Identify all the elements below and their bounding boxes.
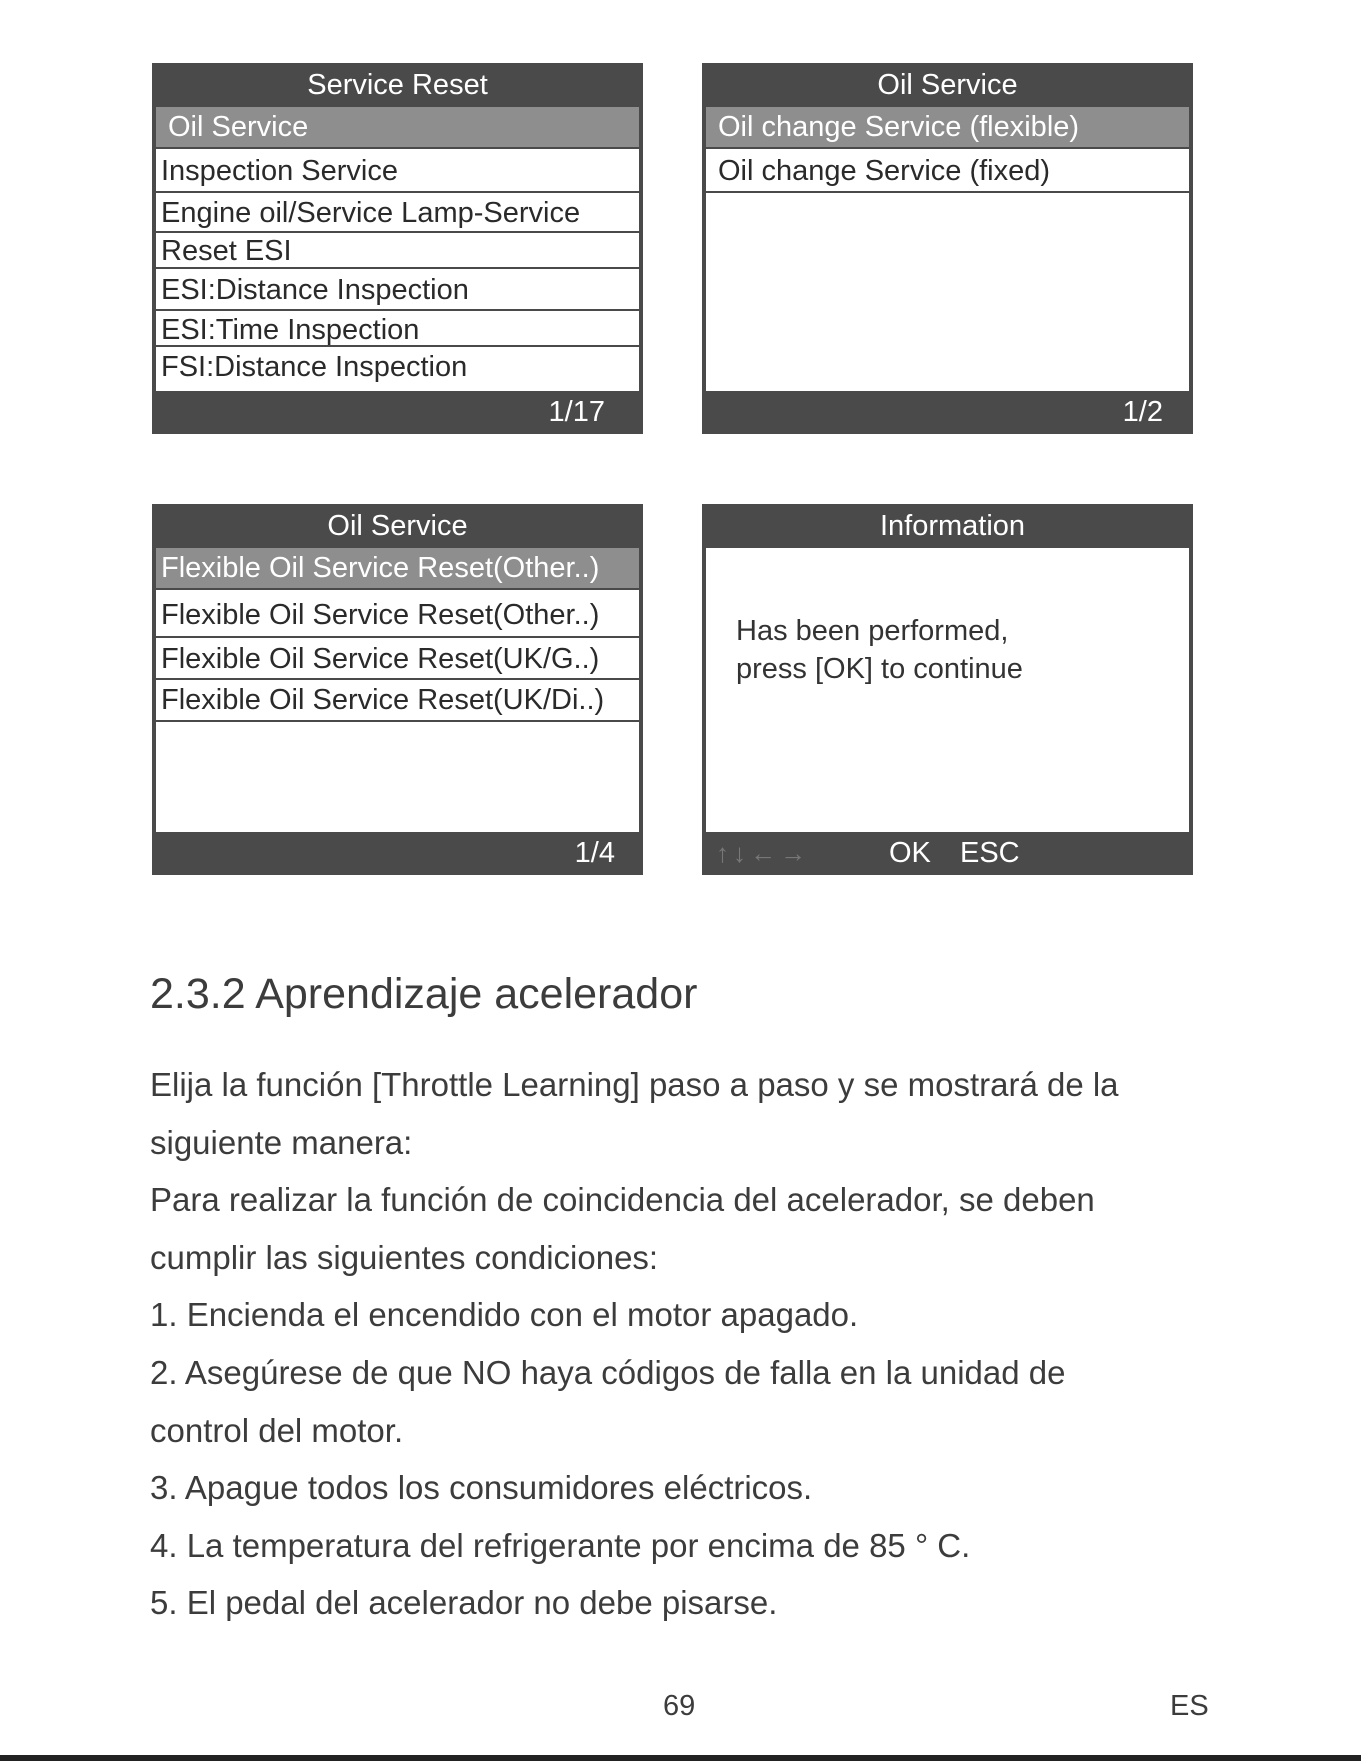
menu-item-engine-oil-lamp-service[interactable]: Engine oil/Service Lamp-Service: [156, 193, 639, 233]
info-message: [736, 612, 1023, 688]
info-line-2: press [OK] to continue: [736, 653, 1023, 685]
menu-item-esi-time-inspection[interactable]: ESI:Time Inspection: [156, 311, 639, 347]
message-area: [706, 548, 1189, 832]
bottom-rule: [0, 1755, 1361, 1761]
menu-item-fsi-distance-inspection[interactable]: FSI:Distance Inspection: [161, 351, 468, 383]
screen-footer: [702, 391, 1193, 434]
page-indicator: 1/17: [548, 396, 605, 428]
screen-footer: [152, 832, 643, 875]
menu-item-flexible-reset-other-2[interactable]: Flexible Oil Service Reset(Other..): [156, 590, 639, 638]
screen-title: Service Reset: [307, 69, 488, 101]
paragraph-line: siguiente manera:: [150, 1124, 413, 1161]
menu-item-flexible-reset-uk-di[interactable]: Flexible Oil Service Reset(UK/Di..): [156, 680, 639, 722]
menu-list: [156, 548, 639, 832]
menu-item-flexible-reset-other-1[interactable]: Flexible Oil Service Reset(Other..): [156, 548, 639, 590]
page-indicator: 1/4: [574, 837, 615, 869]
list-item: 4. La temperatura del refrigerante por encima de 85 ° C.: [150, 1527, 971, 1564]
menu-item-esi-distance-inspection[interactable]: ESI:Distance Inspection: [156, 269, 639, 311]
list-item: 2. Asegúrese de que NO haya códigos de falla en la unidad de: [150, 1354, 1066, 1391]
language-code: ES: [1170, 1690, 1209, 1722]
list-item: 5. El pedal del acelerador no debe pisarse.: [150, 1584, 778, 1621]
menu-item-inspection-service[interactable]: Inspection Service: [156, 149, 639, 193]
menu-item-oil-change-fixed[interactable]: Oil change Service (fixed): [706, 149, 1189, 193]
page-indicator: 1/2: [1122, 396, 1163, 428]
screen-title: Information: [879, 510, 1026, 542]
oil-service-screen: [702, 63, 1193, 434]
list-item: 3. Apague todos los consumidores eléctricos.: [150, 1469, 813, 1506]
list-item: 1. Encienda el encendido con el motor apagado.: [150, 1296, 859, 1333]
paragraph-line: Elija la función [Throttle Learning] paso a paso y se mostrará de la: [150, 1066, 1119, 1103]
esc-button[interactable]: ESC: [960, 837, 1020, 869]
menu-list: [706, 107, 1189, 391]
navigation-arrows-icon: ↑↓←→: [716, 838, 810, 868]
ok-button[interactable]: OK: [889, 837, 931, 869]
menu-item-oil-change-flexible[interactable]: Oil change Service (flexible): [706, 107, 1189, 149]
paragraph-line: cumplir las siguientes condiciones:: [150, 1239, 659, 1276]
paragraph-line: Para realizar la función de coincidencia del acelerador, se deben: [150, 1181, 1095, 1218]
menu-item-flexible-reset-uk-g[interactable]: Flexible Oil Service Reset(UK/G..): [156, 638, 639, 680]
flexible-oil-service-screen: [152, 504, 643, 875]
menu-list: [156, 107, 639, 391]
menu-item-oil-service[interactable]: Oil Service: [156, 107, 639, 149]
section-heading: 2.3.2 Aprendizaje acelerador: [150, 970, 698, 1018]
screen-footer: [702, 832, 1193, 875]
menu-item-reset-esi[interactable]: Reset ESI: [156, 233, 639, 269]
screen-title: Oil Service: [877, 69, 1018, 101]
list-item-continuation: control del motor.: [150, 1412, 404, 1449]
information-screen: [702, 504, 1193, 875]
service-reset-screen: [152, 63, 643, 434]
page-number: 69: [663, 1690, 696, 1722]
screen-footer: [152, 391, 643, 434]
info-line-1: Has been performed,: [736, 615, 1009, 647]
screen-title: Oil Service: [327, 510, 468, 542]
